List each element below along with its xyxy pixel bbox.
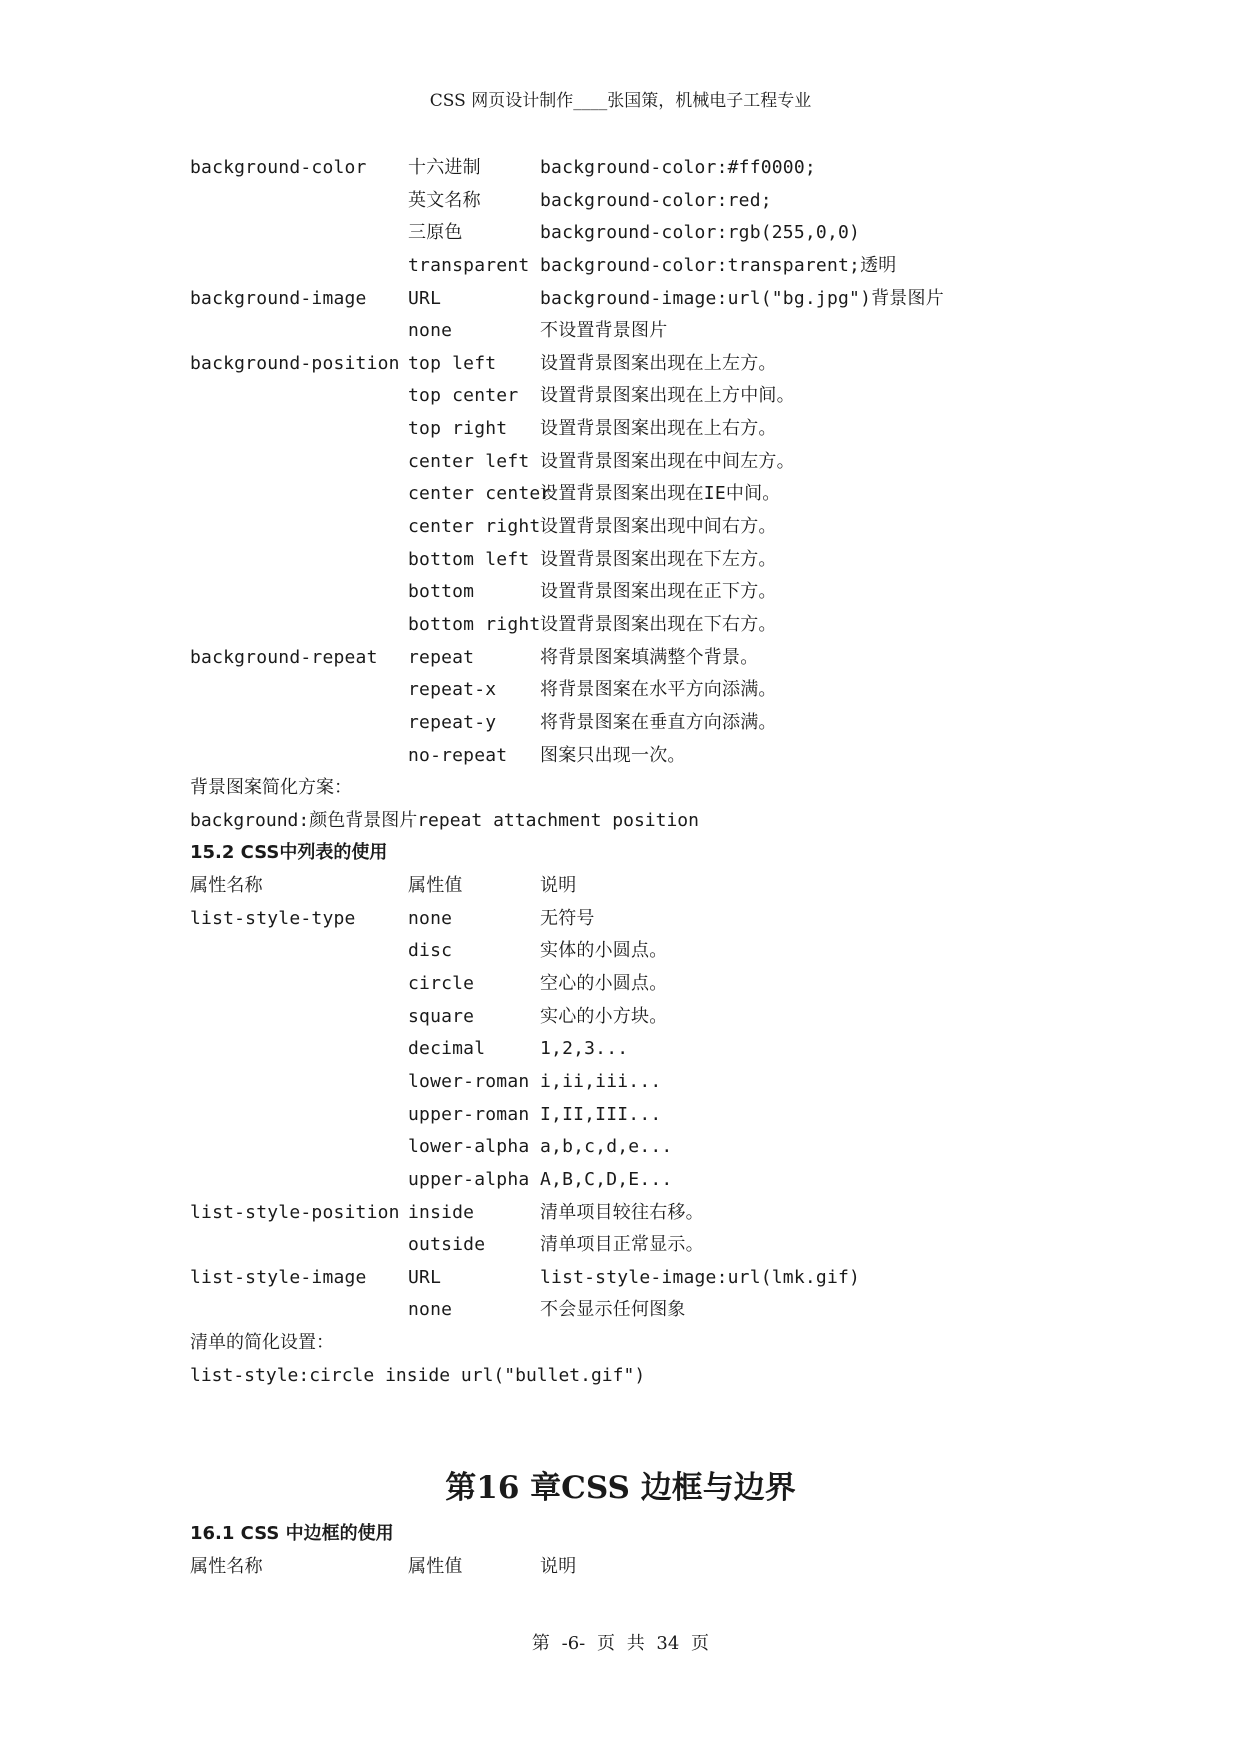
property-value-cell: upper-roman <box>408 1103 530 1125</box>
border-table-header <box>190 1551 1090 1584</box>
table-row <box>190 935 1090 968</box>
property-value-cell: repeat-y <box>408 711 497 733</box>
section-16-content <box>190 1518 1090 1583</box>
table-row <box>190 1099 1090 1132</box>
description-cell: 将背景图案填满整个背景。 <box>540 646 759 668</box>
property-value-cell: URL <box>408 1266 442 1288</box>
property-value-cell: lower-roman <box>408 1070 530 1092</box>
table-row <box>190 185 1090 218</box>
property-value-cell: 英文名称 <box>408 189 481 211</box>
property-value-cell: lower-alpha <box>408 1136 530 1158</box>
table-row <box>190 1131 1090 1164</box>
property-name-cell: background-color <box>190 157 367 178</box>
property-value-cell: inside <box>408 1201 475 1223</box>
property-value-cell: circle <box>408 973 475 995</box>
property-name-cell: background-position <box>190 352 400 374</box>
table-row <box>190 511 1090 544</box>
description-cell: background-color:#ff0000; <box>540 157 816 178</box>
property-value-cell: disc <box>408 940 453 962</box>
table-row <box>190 1164 1090 1197</box>
table-row <box>190 576 1090 609</box>
description-cell: list-style-image:url(lmk.gif) <box>540 1266 861 1288</box>
table-row <box>190 1262 1090 1295</box>
header-description: 说明 <box>540 875 577 897</box>
table-row <box>190 217 1090 250</box>
property-value-cell: transparent <box>408 254 530 276</box>
description-cell: background-color:transparent;透明 <box>540 254 897 276</box>
description-cell: 设置背景图案出现在上右方。 <box>540 418 777 440</box>
table-row <box>190 1197 1090 1230</box>
description-cell: 不设置背景图片 <box>540 320 668 342</box>
property-value-cell: no-repeat <box>408 744 508 766</box>
table-row <box>190 1001 1090 1034</box>
property-value-cell: center left <box>408 450 530 472</box>
table-row <box>190 478 1090 511</box>
property-value-cell: outside <box>408 1234 486 1256</box>
table-row <box>190 348 1090 381</box>
table-row <box>190 380 1090 413</box>
description-cell: A,B,C,D,E... <box>540 1168 673 1190</box>
header-description: 说明 <box>540 1555 577 1577</box>
description-cell: I,II,III... <box>540 1103 662 1125</box>
description-cell: 不会显示任何图象 <box>540 1299 686 1321</box>
description-cell: 设置背景图案出现在中间左方。 <box>540 450 795 472</box>
page-content <box>190 152 1090 1392</box>
header-property-name: 属性名称 <box>190 1555 263 1577</box>
property-value-cell: bottom <box>408 581 475 603</box>
property-value-cell: upper-alpha <box>408 1168 530 1190</box>
property-value-cell: center center <box>408 483 552 505</box>
table-row <box>190 446 1090 479</box>
description-cell: 设置背景图案出现在下左方。 <box>540 548 777 570</box>
list-table-header <box>190 870 1090 903</box>
description-cell: 实体的小圆点。 <box>540 940 668 962</box>
page-footer: 第 -6- 页 共 34 页 <box>531 1633 710 1654</box>
section-heading-15-2: 15.2 CSS中列表的使用 <box>190 842 388 864</box>
description-cell: i,ii,iii... <box>540 1070 662 1092</box>
property-value-cell: square <box>408 1005 475 1027</box>
page-header: CSS 网页设计制作____张国策，机械电子工程专业 <box>429 91 812 111</box>
property-name-cell: list-style-position <box>190 1201 400 1223</box>
table-row <box>190 413 1090 446</box>
property-name-cell: background-repeat <box>190 646 378 668</box>
header-property-value: 属性值 <box>408 1555 463 1577</box>
property-value-cell: repeat <box>408 646 475 668</box>
table-row <box>190 1294 1090 1327</box>
table-row <box>190 968 1090 1001</box>
bg-shorthand-label: 背景图案简化方案： <box>190 777 352 799</box>
property-value-cell: repeat-x <box>408 679 497 701</box>
bg-shorthand-code: background:颜色背景图片repeat attachment position <box>190 809 699 831</box>
property-value-cell: top left <box>408 352 497 374</box>
property-value-cell: none <box>408 320 453 342</box>
description-cell: 1,2,3... <box>540 1038 629 1060</box>
description-cell: 实心的小方块。 <box>540 1005 668 1027</box>
property-value-cell: 三原色 <box>408 222 463 244</box>
description-cell: background-color:rgb(255,0,0) <box>540 222 861 244</box>
property-value-cell: bottom left <box>408 548 530 570</box>
table-row <box>190 283 1090 316</box>
description-cell: 清单项目较往右移。 <box>540 1201 704 1223</box>
description-cell: 将背景图案在水平方向添满。 <box>540 679 777 701</box>
table-row <box>190 707 1090 740</box>
table-row <box>190 740 1090 773</box>
property-value-cell: none <box>408 907 453 929</box>
background-properties-table <box>190 152 1090 772</box>
description-cell: background-image:url("bg.jpg")背景图片 <box>540 287 944 309</box>
header-property-name: 属性名称 <box>190 875 263 897</box>
property-value-cell: none <box>408 1299 453 1321</box>
property-value-cell: bottom right <box>408 613 541 635</box>
description-cell: 设置背景图案出现在下右方。 <box>540 613 777 635</box>
property-value-cell: 十六进制 <box>408 157 481 178</box>
table-row <box>190 903 1090 936</box>
table-row <box>190 152 1090 185</box>
description-cell: 设置背景图案出现在上方中间。 <box>540 385 795 407</box>
property-name-cell: background-image <box>190 287 367 309</box>
description-cell: 将背景图案在垂直方向添满。 <box>540 711 777 733</box>
header-property-value: 属性值 <box>408 875 463 897</box>
property-value-cell: URL <box>408 287 442 309</box>
description-cell: 设置背景图案出现在上左方。 <box>540 352 777 374</box>
table-row <box>190 315 1090 348</box>
section-heading-16-1: 16.1 CSS 中边框的使用 <box>190 1523 394 1544</box>
property-name-cell: list-style-image <box>190 1266 367 1288</box>
table-row <box>190 1229 1090 1262</box>
description-cell: 无符号 <box>540 907 595 929</box>
description-cell: background-color:red; <box>540 189 772 211</box>
property-value-cell: top center <box>408 385 519 407</box>
chapter-title: 第16 章CSS 边框与边界 <box>445 1470 796 1506</box>
description-cell: a,b,c,d,e... <box>540 1136 673 1158</box>
description-cell: 图案只出现一次。 <box>540 744 686 766</box>
description-cell: 设置背景图案出现在IE中间。 <box>540 483 781 505</box>
description-cell: 空心的小圆点。 <box>540 973 668 995</box>
property-name-cell: list-style-type <box>190 907 356 929</box>
property-value-cell: decimal <box>408 1038 486 1060</box>
description-cell: 清单项目正常显示。 <box>540 1234 704 1256</box>
property-value-cell: top right <box>408 418 508 440</box>
list-shorthand-code: list-style:circle inside url("bullet.gif") <box>190 1364 646 1386</box>
table-row <box>190 609 1090 642</box>
table-row <box>190 642 1090 675</box>
table-row <box>190 674 1090 707</box>
table-row <box>190 1066 1090 1099</box>
description-cell: 设置背景图案出现中间右方。 <box>540 516 777 538</box>
description-cell: 设置背景图案出现在正下方。 <box>540 581 777 603</box>
list-properties-table <box>190 903 1090 1327</box>
table-row <box>190 544 1090 577</box>
table-row <box>190 1033 1090 1066</box>
property-value-cell: center right <box>408 516 541 538</box>
table-row <box>190 250 1090 283</box>
list-shorthand-label: 清单的简化设置： <box>190 1332 334 1354</box>
